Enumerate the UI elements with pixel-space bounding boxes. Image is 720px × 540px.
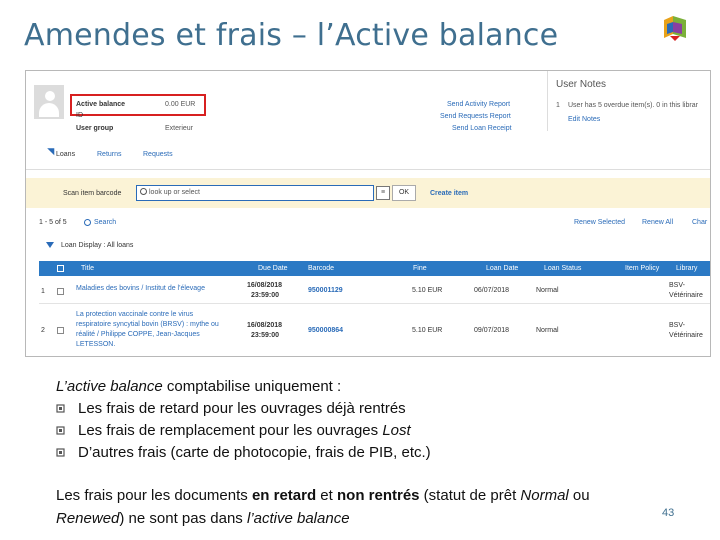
renew-all-link[interactable]: Renew All bbox=[642, 219, 674, 226]
footer-em: l’active balance bbox=[246, 510, 350, 527]
tabs-divider bbox=[26, 169, 711, 170]
create-item-link[interactable]: Create item bbox=[430, 190, 469, 197]
note-number: 1 bbox=[556, 102, 560, 109]
filter-icon[interactable] bbox=[46, 242, 54, 248]
row-due-time: 23:59:00 bbox=[251, 332, 280, 339]
row-title-link[interactable]: réalité / Philippe COPPE, Jean-Jacques bbox=[76, 331, 200, 338]
edit-notes-link[interactable]: Edit Notes bbox=[568, 116, 601, 123]
footer-bold: en retard bbox=[251, 487, 317, 504]
body-text bbox=[56, 376, 431, 464]
footer-em: Normal bbox=[520, 487, 569, 504]
user-group-label: User group bbox=[76, 125, 114, 132]
page-number: 43 bbox=[662, 507, 675, 519]
col-loan-status[interactable]: Loan Status bbox=[544, 265, 582, 272]
tab-loans[interactable]: Loans bbox=[56, 151, 76, 158]
bullet-text: D’autres frais (carte de photocopie, frais de PIB, etc.) bbox=[78, 444, 431, 461]
square-bullet-icon bbox=[56, 426, 65, 435]
footer-part: et bbox=[316, 487, 337, 504]
send-requests-report-link[interactable]: Send Requests Report bbox=[440, 113, 511, 120]
row-checkbox[interactable] bbox=[57, 327, 64, 334]
active-balance-label: Active balance bbox=[76, 101, 126, 108]
bullet-text: Les frais de retard pour les ouvrages déjà rentrés bbox=[78, 400, 406, 417]
col-loan-date[interactable]: Loan Date bbox=[486, 265, 519, 272]
row-barcode-link[interactable]: 950000864 bbox=[308, 327, 344, 334]
row-title-link[interactable]: Maladies des bovins / Institut de l'élevage bbox=[76, 285, 205, 292]
row-barcode-link[interactable]: 950001129 bbox=[308, 287, 343, 294]
row-checkbox[interactable] bbox=[57, 288, 64, 295]
col-library[interactable]: Library bbox=[676, 265, 698, 272]
col-due-date[interactable]: Due Date bbox=[258, 265, 288, 272]
scan-item-input[interactable]: look up or select bbox=[136, 185, 374, 201]
footer-bold: non rentrés bbox=[337, 487, 420, 504]
row-fine: 5.10 EUR bbox=[412, 327, 443, 334]
user-group-value: Exterieur bbox=[165, 125, 194, 132]
renew-selected-link[interactable]: Renew Selected bbox=[574, 219, 625, 226]
bullet-text: Les frais de remplacement pour les ouvrages bbox=[78, 422, 383, 439]
col-barcode[interactable]: Barcode bbox=[308, 265, 335, 272]
row-status: Normal bbox=[536, 287, 559, 294]
slide-title: Amendes et frais – l’Active balance bbox=[24, 18, 559, 53]
search-icon bbox=[140, 188, 147, 195]
intro-rest: comptabilise uniquement : bbox=[162, 378, 342, 395]
bullet-item bbox=[56, 398, 431, 420]
row-due-time: 23:59:00 bbox=[251, 292, 280, 299]
row-due-date: 16/08/2018 bbox=[247, 282, 283, 289]
intro-line bbox=[56, 376, 431, 398]
tab-returns[interactable]: Returns bbox=[97, 151, 122, 158]
col-title[interactable]: Title bbox=[81, 265, 94, 272]
table-header bbox=[39, 261, 711, 276]
note-text: User has 5 overdue item(s). 0 in this librar bbox=[568, 102, 698, 109]
avatar bbox=[34, 85, 64, 119]
send-loan-receipt-link[interactable]: Send Loan Receipt bbox=[452, 125, 512, 132]
row-fine: 5.10 EUR bbox=[412, 287, 443, 294]
change-link[interactable]: Char bbox=[692, 219, 708, 226]
square-bullet-icon bbox=[56, 404, 65, 413]
intro-em: L’active balance bbox=[56, 378, 163, 395]
row-due-date: 16/08/2018 bbox=[247, 322, 283, 329]
footer-part: Les frais pour les documents bbox=[56, 487, 252, 504]
user-notes-panel bbox=[547, 71, 711, 131]
alma-screenshot bbox=[25, 70, 711, 357]
search-tool-icon bbox=[84, 219, 91, 226]
list-icon[interactable]: ≡ bbox=[376, 186, 390, 200]
col-fine[interactable]: Fine bbox=[413, 265, 427, 272]
square-bullet-icon bbox=[56, 448, 65, 457]
col-item-policy[interactable]: Item Policy bbox=[625, 265, 660, 272]
user-notes-title: User Notes bbox=[556, 79, 607, 90]
row-library: BSV- bbox=[669, 322, 685, 329]
row-number: 2 bbox=[41, 327, 45, 334]
id-label: ID bbox=[76, 112, 83, 119]
row-title-link[interactable]: LETESSON. bbox=[76, 341, 116, 348]
footer-part: (statut de prêt bbox=[419, 487, 521, 504]
row-loan-date: 06/07/2018 bbox=[474, 287, 510, 294]
results-count: 1 - 5 of 5 bbox=[39, 219, 67, 226]
loan-display-select[interactable]: Loan Display : All loans bbox=[61, 242, 134, 249]
send-activity-report-link[interactable]: Send Activity Report bbox=[447, 101, 511, 108]
footer-em: Renewed bbox=[56, 510, 120, 527]
logo-icon bbox=[662, 14, 688, 42]
footer-part: ou bbox=[568, 487, 590, 504]
tab-requests[interactable]: Requests bbox=[143, 151, 173, 158]
scan-item-label: Scan item barcode bbox=[63, 190, 122, 197]
row-number: 1 bbox=[41, 288, 45, 295]
row-library: BSV- bbox=[669, 282, 685, 289]
bullet-item bbox=[56, 442, 431, 464]
bullet-item bbox=[56, 420, 431, 442]
select-all-checkbox[interactable] bbox=[57, 265, 64, 272]
row-loan-date: 09/07/2018 bbox=[474, 327, 510, 334]
row-status: Normal bbox=[536, 327, 559, 334]
footer-text bbox=[56, 484, 656, 530]
row-library: Vétérinaire bbox=[669, 332, 703, 339]
active-balance-value: 0.00 EUR bbox=[165, 101, 196, 108]
bullet-em: Lost bbox=[382, 422, 411, 439]
row-title-link[interactable]: La protection vaccinale contre le virus bbox=[76, 311, 194, 318]
search-tool-link[interactable]: Search bbox=[94, 219, 117, 226]
row-title-link[interactable]: respiratoire syncytial bovin (BRSV) : mythe ou bbox=[76, 321, 219, 328]
ok-button[interactable]: OK bbox=[392, 185, 416, 201]
row-library: Vétérinaire bbox=[669, 292, 703, 299]
footer-part: ) ne sont pas dans bbox=[119, 510, 247, 527]
